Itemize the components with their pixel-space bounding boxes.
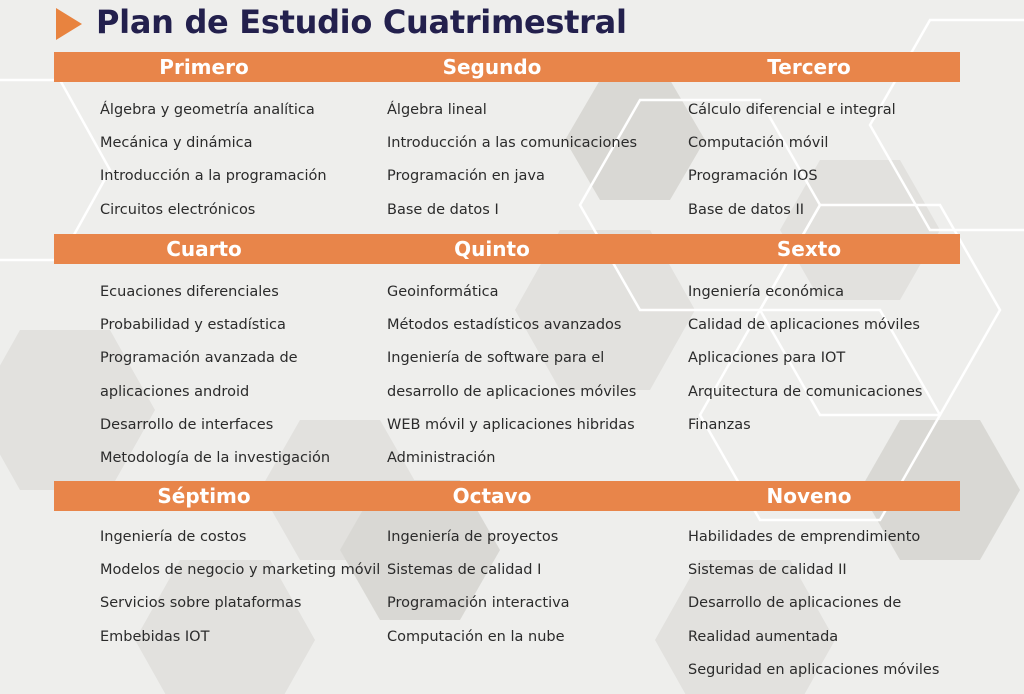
course-item: Ingeniería de proyectos: [387, 529, 559, 545]
course-item: Programación IOS: [688, 168, 818, 185]
header-sexto: Sexto: [776, 237, 842, 261]
course-item: Seguridad en aplicaciones móviles: [688, 661, 940, 678]
course-item: Realidad aumentada: [688, 628, 839, 645]
page-title: Plan de Estudio Cuatrimestral: [96, 3, 627, 41]
title-row: [56, 2, 627, 42]
section-header-bar-1: [54, 52, 960, 82]
course-item: Álgebra y geometría analítica: [100, 102, 315, 118]
course-item: desarrollo de aplicaciones móviles: [387, 383, 637, 400]
section-header-bar-2: [54, 234, 960, 264]
course-item: Calidad de aplicaciones móviles: [688, 317, 920, 334]
course-list-octavo: [387, 521, 570, 654]
course-item: Programación interactiva: [387, 595, 570, 612]
course-list-tercero: [688, 94, 896, 227]
header-tercero: Tercero: [767, 55, 851, 79]
section-header-bar-3: [54, 481, 960, 511]
course-item: Habilidades de emprendimiento: [688, 529, 921, 545]
header-septimo: Séptimo: [157, 484, 251, 508]
course-item: Servicios sobre plataformas: [100, 595, 302, 612]
course-item: Arquitectura de comunicaciones: [688, 383, 923, 400]
course-item: Modelos de negocio y marketing móvil: [100, 562, 381, 579]
course-item: Ingeniería económica: [688, 284, 845, 300]
course-item: aplicaciones android: [100, 383, 250, 400]
course-list-segundo: [387, 94, 637, 227]
course-item: Administración: [387, 449, 496, 466]
course-list-primero: [100, 94, 327, 227]
course-item: Cálculo diferencial e integral: [688, 102, 896, 118]
course-item: Desarrollo de aplicaciones de: [688, 595, 902, 612]
header-octavo: Octavo: [452, 484, 532, 508]
course-item: Ingeniería de costos: [100, 529, 247, 545]
course-item: Base de datos II: [688, 201, 805, 218]
course-item: Ingeniería de software para el: [387, 350, 605, 367]
course-item: Ecuaciones diferenciales: [100, 284, 279, 300]
course-item: Programación en java: [387, 168, 545, 185]
course-item: Métodos estadísticos avanzados: [387, 317, 622, 334]
course-item: Sistemas de calidad II: [688, 562, 847, 579]
course-item: Computación en la nube: [387, 628, 565, 645]
course-item: Probabilidad y estadística: [100, 317, 286, 334]
course-item: Introducción a las comunicaciones: [387, 135, 638, 152]
course-item: WEB móvil y aplicaciones hibridas: [387, 416, 635, 433]
header-quinto: Quinto: [454, 237, 530, 261]
course-item: Geoinformática: [387, 284, 499, 300]
course-item: Introducción a la programación: [100, 168, 327, 185]
course-item: Mecánica y dinámica: [100, 135, 253, 152]
course-item: Desarrollo de interfaces: [100, 416, 274, 433]
course-item: Programación avanzada de: [100, 350, 298, 367]
course-item: Sistemas de calidad I: [387, 562, 542, 579]
course-list-septimo: [100, 521, 380, 654]
course-item: Metodología de la investigación: [100, 449, 331, 466]
course-list-sexto: [688, 276, 922, 442]
course-item: Aplicaciones para IOT: [688, 350, 846, 367]
header-cuarto: Cuarto: [166, 237, 242, 261]
course-item: Finanzas: [688, 416, 751, 433]
course-item: Base de datos I: [387, 201, 499, 218]
course-list-cuarto: [100, 276, 330, 475]
play-arrow-icon: [56, 8, 82, 40]
course-list-noveno: [688, 521, 939, 687]
header-noveno: Noveno: [766, 484, 852, 508]
header-primero: Primero: [159, 55, 249, 79]
course-item: Álgebra lineal: [387, 102, 487, 118]
course-item: Computación móvil: [688, 135, 829, 152]
course-item: Circuitos electrónicos: [100, 201, 256, 218]
course-list-quinto: [387, 276, 636, 475]
header-segundo: Segundo: [442, 55, 542, 79]
course-item: Embebidas IOT: [100, 628, 210, 645]
